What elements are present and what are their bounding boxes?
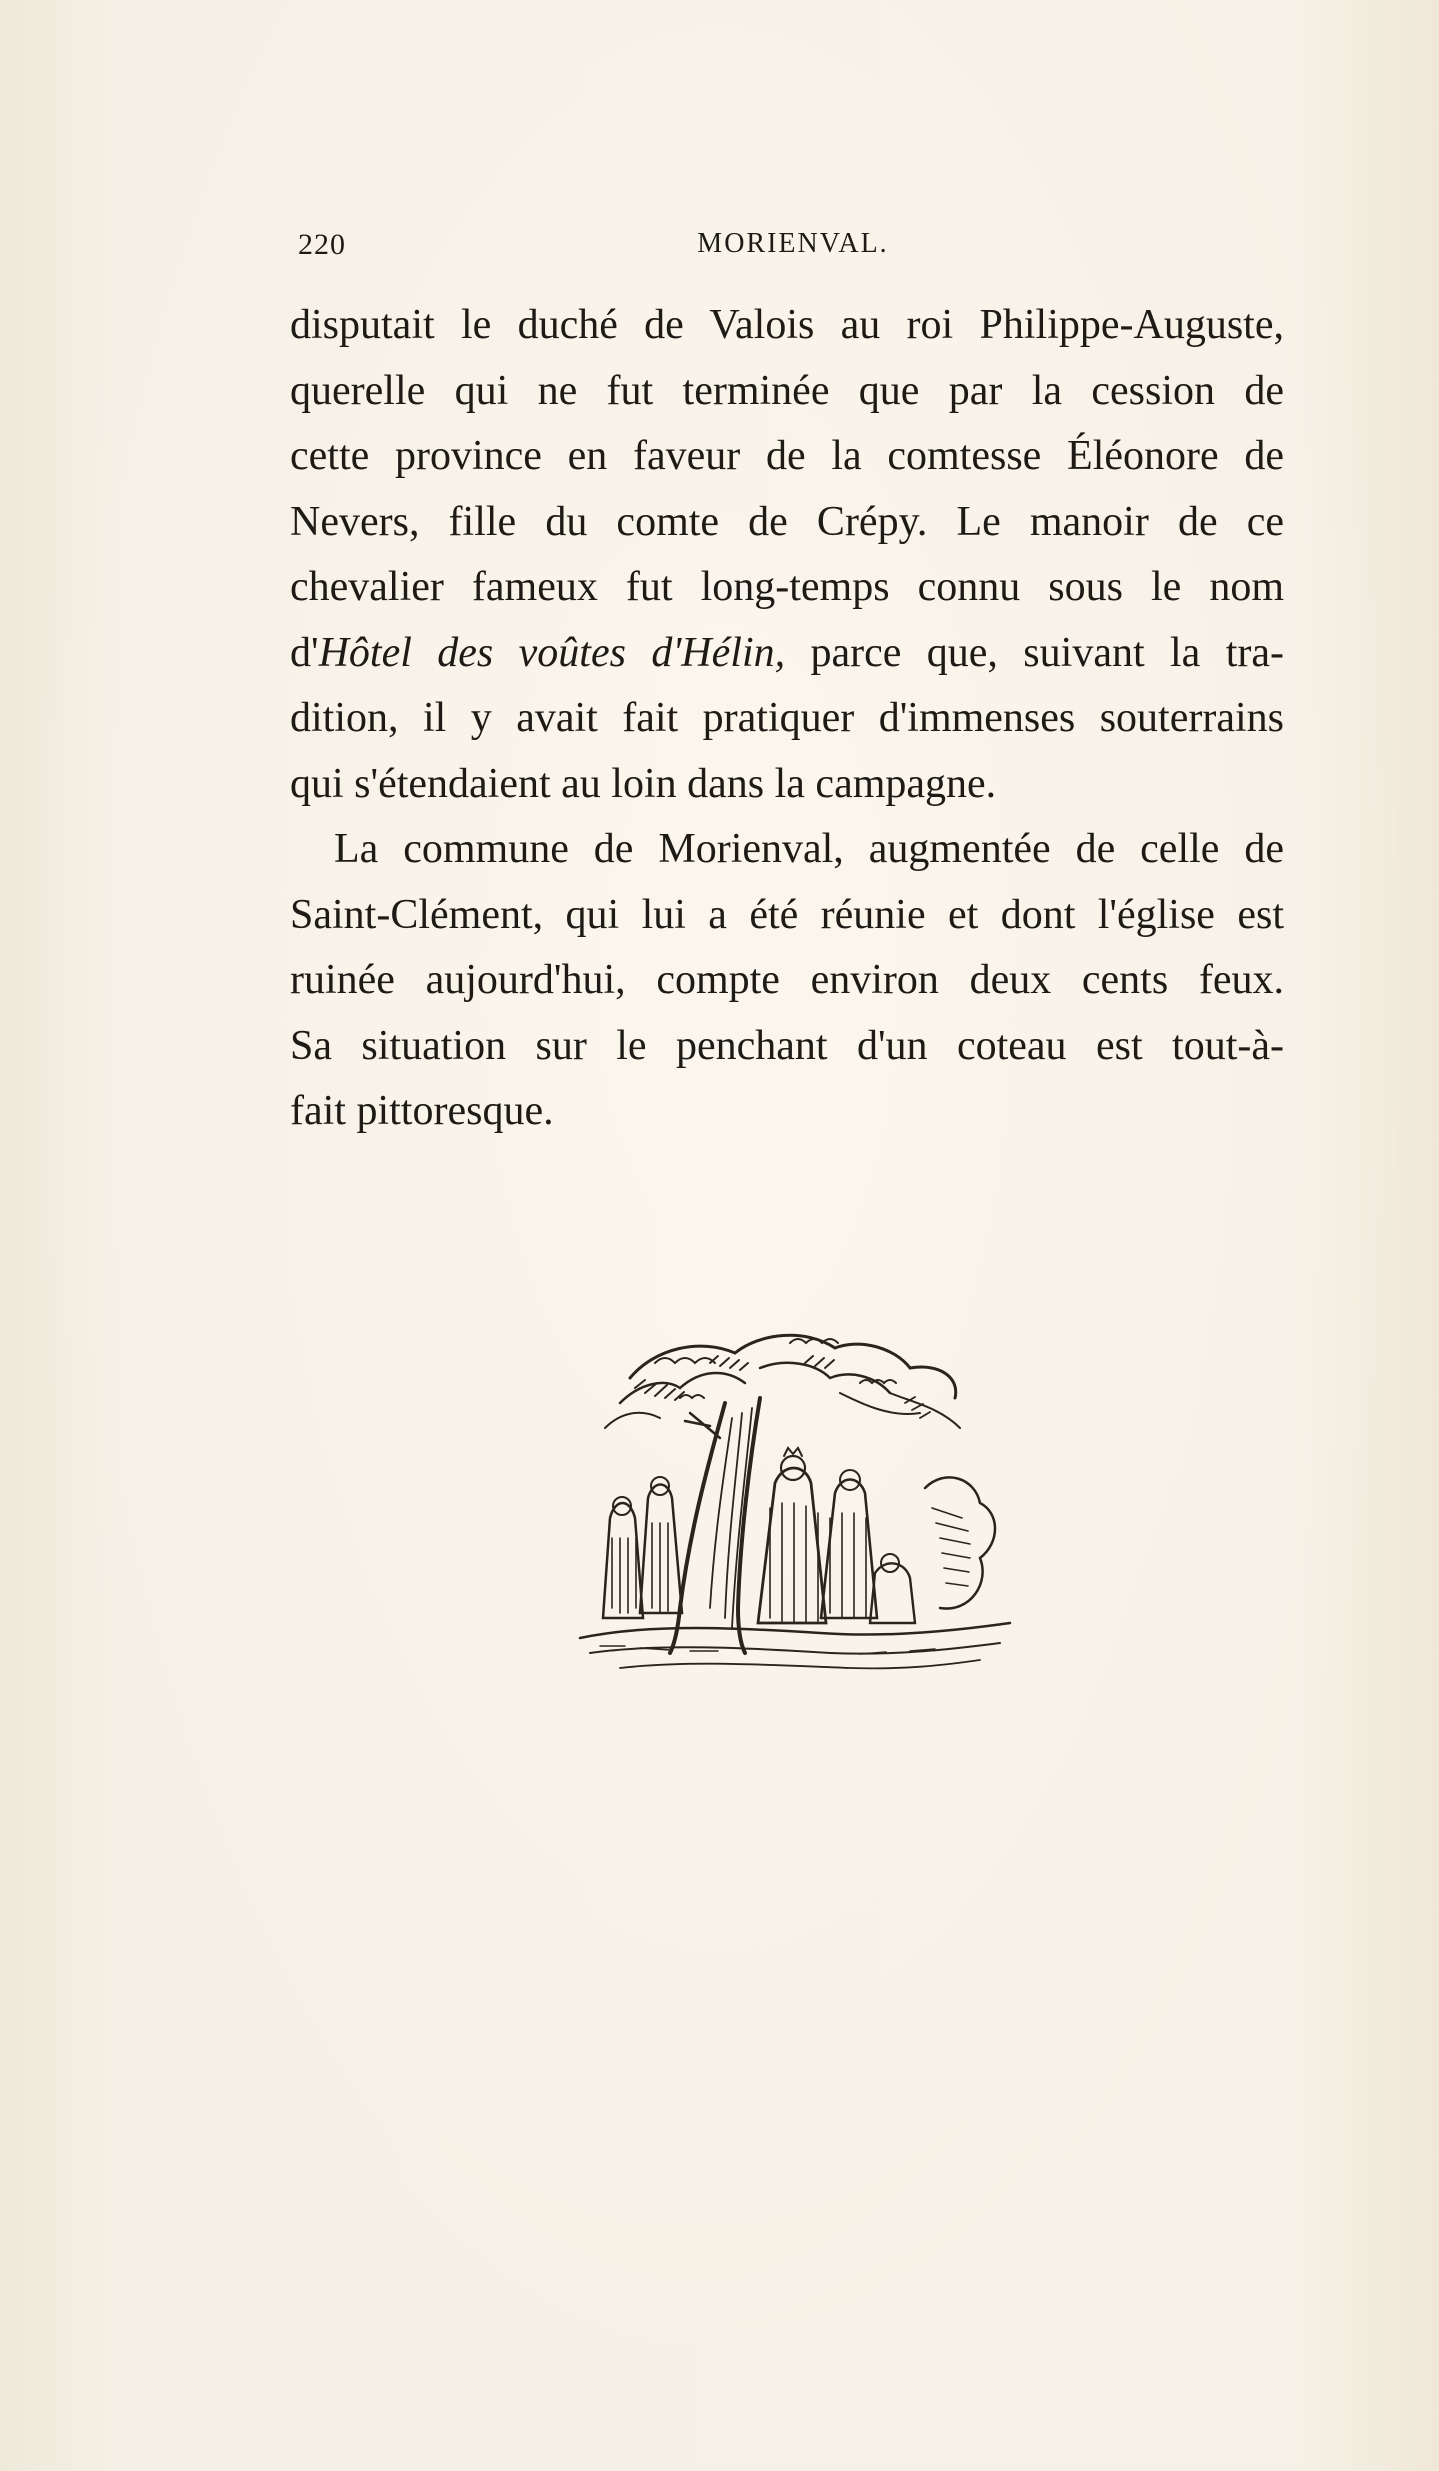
text-line-with-italic <box>290 621 1284 687</box>
text-line: disputait le duché de Valois au roi Philippe-Auguste, <box>290 302 1284 348</box>
engraving-figures-under-tree-icon <box>560 1308 1030 1688</box>
text-line: cette province en faveur de la comtesse Éléonore de <box>290 433 1284 479</box>
body-text <box>290 293 1284 1145</box>
italic-place-name: Hôtel des voûtes d'Hélin, <box>318 629 786 676</box>
text-line: qui s'étendaient au loin dans la campagne. <box>290 760 997 807</box>
text-line: Nevers, fille du comte de Crépy. Le manoir de ce <box>290 498 1284 545</box>
text-line: fait pittoresque. <box>290 1088 554 1134</box>
text-fragment: d' <box>290 629 319 676</box>
text-line: dition, il y avait fait pratiquer d'immenses souterrains <box>290 695 1284 741</box>
running-title: MORIENVAL. <box>697 228 889 259</box>
running-head <box>298 228 1288 268</box>
text-line: querelle qui ne fut terminée que par la cession de <box>290 367 1284 414</box>
paragraph-start-line: La commune de Morienval, augmentée de celle de <box>334 826 1284 872</box>
text-line: Sa situation sur le penchant d'un coteau est tout-à- <box>290 1022 1284 1069</box>
text-line: chevalier fameux fut long-temps connu sous le nom <box>290 564 1284 610</box>
page-number: 220 <box>298 228 346 261</box>
text-line: ruinée aujourd'hui, compte environ deux cents feux. <box>290 957 1284 1003</box>
text-fragment: parce que, suivant la tra- <box>785 629 1284 676</box>
text-line: Saint-Clément, qui lui a été réunie et dont l'église est <box>290 891 1284 938</box>
